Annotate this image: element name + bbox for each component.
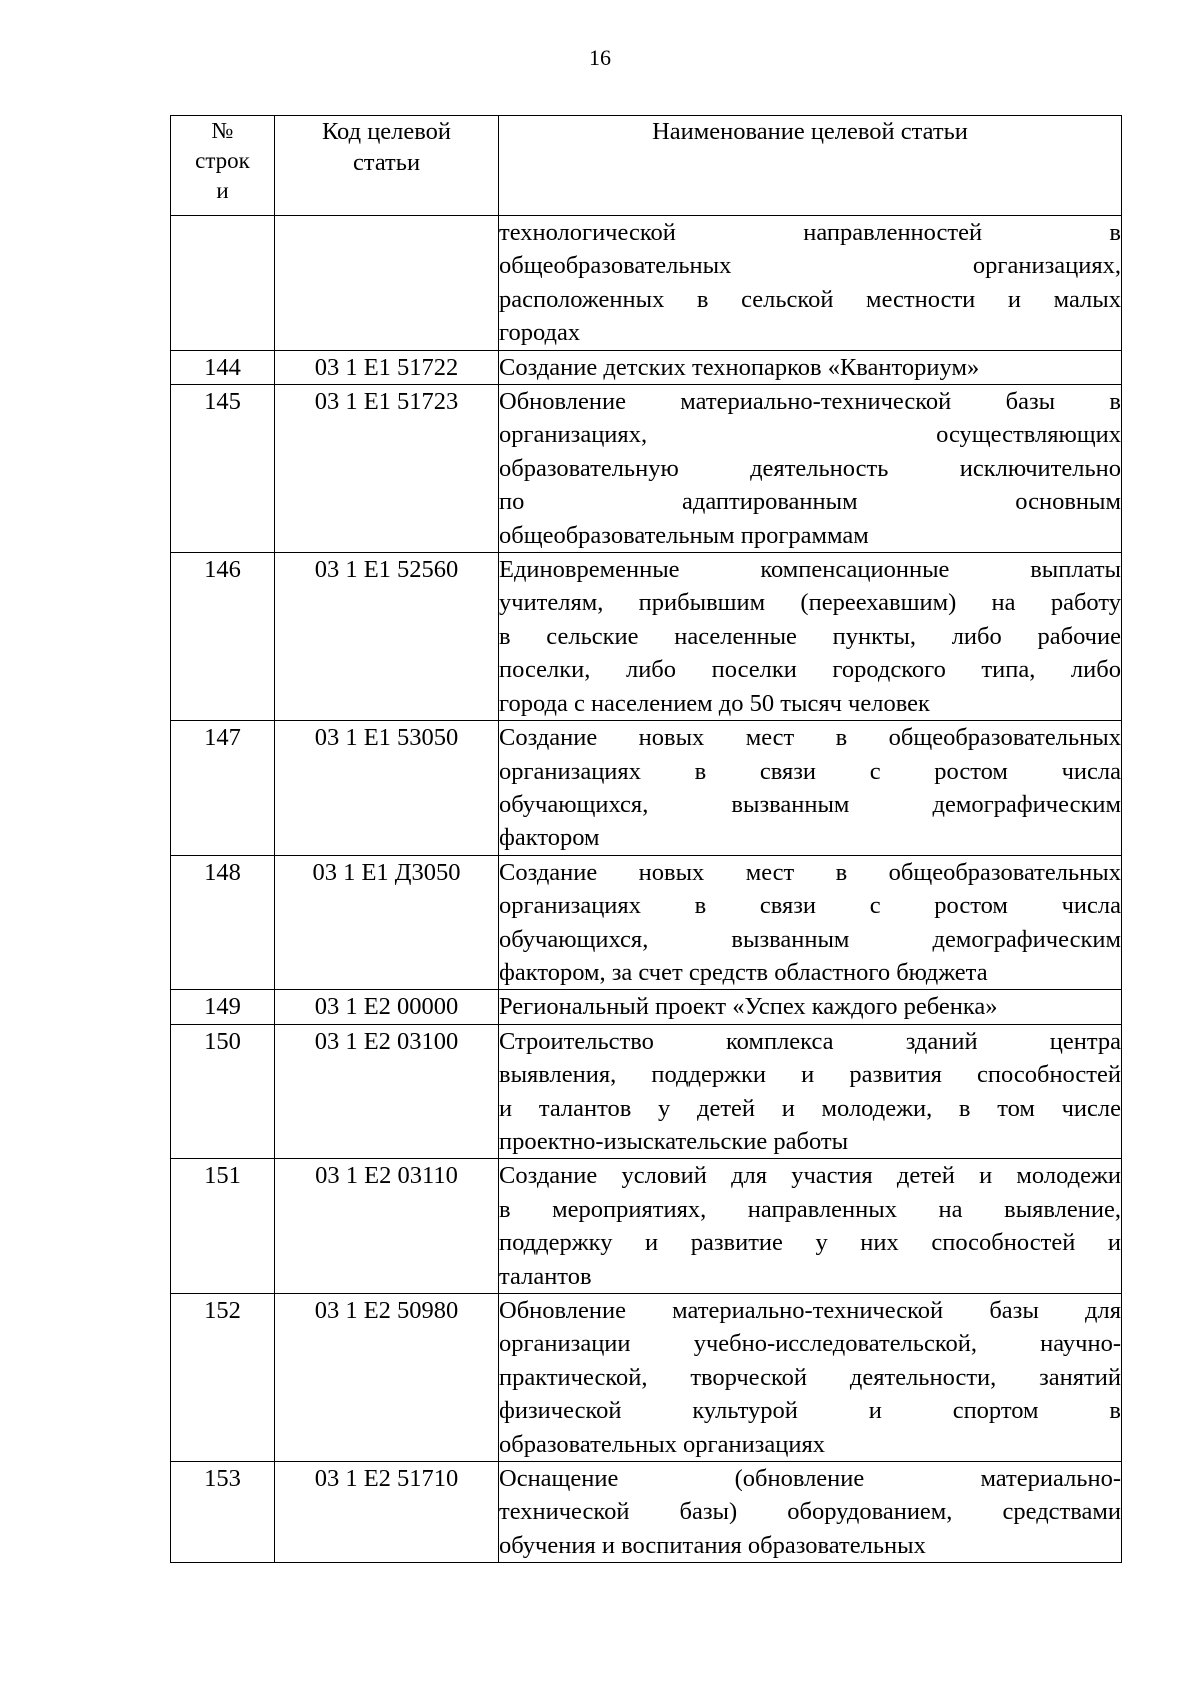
table-row	[171, 855, 1122, 990]
table-row	[171, 721, 1122, 856]
article-name-line: физической культурой и спортом в	[499, 1397, 1121, 1425]
article-name-line: Создание детских технопарков «Кванториум»	[499, 353, 980, 381]
article-name-line: Создание условий для участия детей и молодежи	[499, 1162, 1121, 1190]
article-name-line: организациях, осуществляющих	[499, 421, 1121, 449]
table-row	[171, 990, 1122, 1024]
article-name-line: Создание новых мест в общеобразовательных	[499, 724, 1121, 752]
article-name-line: и талантов у детей и молодежи, в том числе	[499, 1094, 1121, 1122]
header-code-line: Код целевой	[321, 118, 452, 145]
row-number-cell: 149	[171, 990, 275, 1024]
header-row-number-line: и	[216, 178, 229, 203]
article-name-line: технологической направленностей в	[499, 219, 1121, 246]
article-name-line: проектно-изыскательские работы	[499, 1127, 849, 1155]
row-number-cell: 145	[171, 385, 275, 553]
row-number-cell: 146	[171, 553, 275, 721]
article-name-line: фактором	[499, 824, 600, 852]
article-name-line: общеобразовательным программам	[499, 521, 869, 549]
article-name-line: обучающихся, вызванным демографическим	[499, 790, 1121, 818]
article-name-line: учителям, прибывшим (переехавшим) на работу	[499, 589, 1121, 617]
article-name-line: обучающихся, вызванным демографическим	[499, 925, 1121, 953]
article-name-cell	[499, 1159, 1122, 1294]
row-number-cell: 151	[171, 1159, 275, 1294]
table-row	[171, 1024, 1122, 1159]
article-name-line: Обновление материально-технической базы в	[499, 388, 1121, 416]
article-name-cell	[499, 350, 1122, 384]
article-name-line: обучения и воспитания образовательных	[499, 1531, 926, 1559]
header-code-line: статьи	[352, 149, 421, 176]
article-name-cell	[499, 1294, 1122, 1462]
table-row	[171, 553, 1122, 721]
row-number-cell: 148	[171, 855, 275, 990]
article-name-line: выявления, поддержки и развития способностей	[499, 1061, 1121, 1089]
article-name-line: в сельские населенные пункты, либо рабочие	[499, 622, 1121, 650]
table-row	[171, 1462, 1122, 1563]
article-name-line: города с населением до 50 тысяч человек	[499, 689, 930, 717]
article-code-cell: 03 1 E1 52560	[275, 553, 499, 721]
article-name-line: поддержку и развитие у них способностей и	[499, 1229, 1121, 1257]
article-name-cell	[499, 1462, 1122, 1563]
article-code-cell: 03 1 E2 51710	[275, 1462, 499, 1563]
table-row	[171, 1159, 1122, 1294]
article-code-cell: 03 1 E1 Д3050	[275, 855, 499, 990]
article-code-cell	[275, 216, 499, 351]
target-articles-table	[170, 115, 1122, 1563]
article-code-cell: 03 1 E1 51722	[275, 350, 499, 384]
page-number: 16	[589, 45, 611, 70]
article-name-line: Создание новых мест в общеобразовательных	[499, 858, 1121, 886]
article-name-cell	[499, 855, 1122, 990]
article-name-line: по адаптированным основным	[499, 488, 1121, 516]
article-name-line: образовательных организациях	[499, 1430, 825, 1458]
row-number-cell: 153	[171, 1462, 275, 1563]
article-name-cell	[499, 1024, 1122, 1159]
article-name-line: общеобразовательных организациях,	[499, 252, 1121, 280]
article-name-cell	[499, 385, 1122, 553]
table-body	[171, 216, 1122, 1563]
article-name-line: организациях в связи с ростом числа	[499, 757, 1121, 785]
article-name-line: Единовременные компенсационные выплаты	[499, 556, 1121, 584]
article-code-cell: 03 1 E1 51723	[275, 385, 499, 553]
header-row-number-line: №	[211, 118, 234, 143]
article-code-cell: 03 1 E1 53050	[275, 721, 499, 856]
article-name-cell	[499, 216, 1122, 351]
article-code-cell: 03 1 E2 03110	[275, 1159, 499, 1294]
article-name-line: талантов	[499, 1262, 592, 1290]
header-row-number	[171, 116, 275, 216]
article-name-line: Строительство комплекса зданий центра	[499, 1027, 1121, 1055]
article-name-line: расположенных в сельской местности и малых	[499, 285, 1121, 313]
row-number-cell: 144	[171, 350, 275, 384]
row-number-cell	[171, 216, 275, 351]
article-name-line: фактором, за счет средств областного бюджета	[499, 958, 988, 986]
article-name-cell	[499, 990, 1122, 1024]
article-name-line: практической, творческой деятельности, занятий	[499, 1363, 1121, 1391]
article-name-cell	[499, 553, 1122, 721]
article-name-line: Региональный проект «Успех каждого ребенка»	[499, 993, 998, 1021]
article-code-cell: 03 1 E2 50980	[275, 1294, 499, 1462]
header-row-number-line: строк	[195, 148, 250, 173]
header-code	[275, 116, 499, 216]
table-row	[171, 1294, 1122, 1462]
row-number-cell: 147	[171, 721, 275, 856]
article-name-line: организациях в связи с ростом числа	[499, 892, 1121, 920]
article-code-cell: 03 1 E2 03100	[275, 1024, 499, 1159]
article-code-cell: 03 1 E2 00000	[275, 990, 499, 1024]
table-row	[171, 385, 1122, 553]
article-name-line: Оснащение (обновление материально-	[499, 1465, 1121, 1493]
article-name-line: поселки, либо поселки городского типа, либо	[499, 656, 1121, 684]
article-name-line: в мероприятиях, направленных на выявление,	[499, 1195, 1121, 1223]
article-name-cell	[499, 721, 1122, 856]
header-name: Наименование целевой статьи	[499, 116, 1122, 216]
table-row	[171, 350, 1122, 384]
table-header-row	[171, 116, 1122, 216]
table-row	[171, 216, 1122, 351]
article-name-line: технической базы) оборудованием, средствами	[499, 1498, 1121, 1526]
article-name-line: организации учебно-исследовательской, научно-	[499, 1330, 1121, 1358]
article-name-line: городах	[499, 319, 581, 347]
article-name-line: образовательную деятельность исключительно	[499, 454, 1121, 482]
article-name-line: Обновление материально-технической базы для	[499, 1297, 1121, 1324]
row-number-cell: 150	[171, 1024, 275, 1159]
row-number-cell: 152	[171, 1294, 275, 1462]
